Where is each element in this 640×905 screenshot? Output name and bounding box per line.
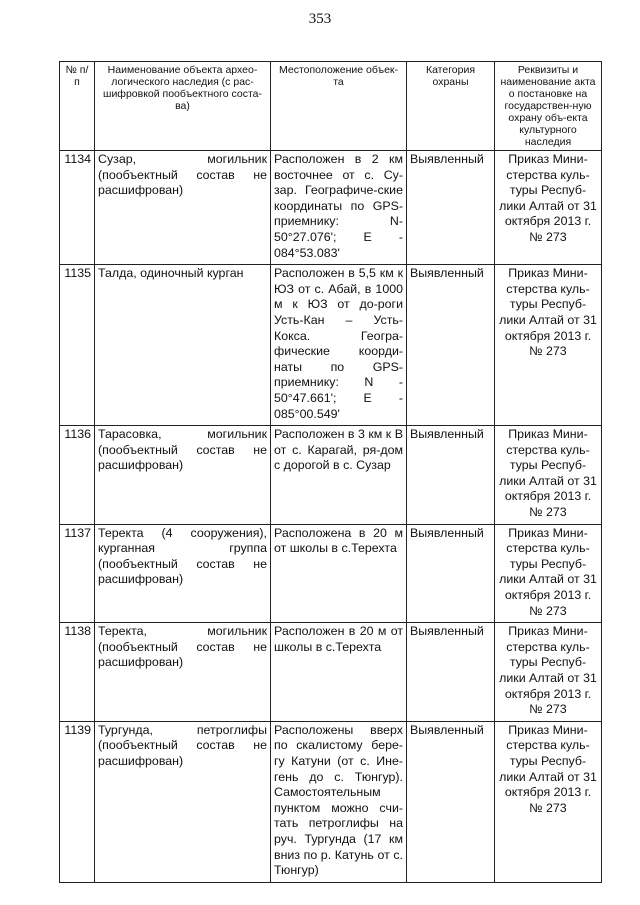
object-location: Расположен в 5,5 км к ЮЗ от с. Абай, в 1000 м к ЮЗ от до-роги Усть-Кан – Усть-Кокса. Геогра-фические коорди-наты по GPS-приемнику: N - 50°47.661'; E - 085°00.549' xyxy=(271,265,407,426)
table-row xyxy=(60,623,602,722)
object-location: Расположен в 3 км к В от с. Карагай, ря-дом с дорогой в с. Сузар xyxy=(271,426,407,525)
object-location: Расположены вверх по скалистому бере-гу Катуни (от с. Ине-гень до с. Тюнгур). Самостоятельным пунктом можно счи-тать петроглифы на руч. Тургунда (17 км вниз по р. Катунь от с. Тюнгур) xyxy=(271,721,407,882)
row-number: 1139 xyxy=(60,721,95,882)
table-row xyxy=(60,265,602,426)
row-number: 1138 xyxy=(60,623,95,722)
row-number: 1136 xyxy=(60,426,95,525)
act-requisites: Приказ Мини-стерства куль-туры Респуб-лики Алтай от 31 октября 2013 г. № 273 xyxy=(495,623,602,722)
protection-category: Выявленный xyxy=(407,623,495,722)
protection-category: Выявленный xyxy=(407,151,495,265)
table-row xyxy=(60,524,602,623)
protection-category: Выявленный xyxy=(407,524,495,623)
table-row xyxy=(60,426,602,525)
object-name: Теректа (4 сооружения), курганная группа (пообъектный состав не расшифрован) xyxy=(95,524,271,623)
header-act-requisites: Реквизиты и наименование акта о постановке на государствен-ную охрану объ-екта культурного наследия xyxy=(495,62,602,151)
object-name: Тургунда, петроглифы (пообъектный состав не расшифрован) xyxy=(95,721,271,882)
object-location: Расположен в 2 км восточнее от с. Су-зар. Географиче-ские координаты по GPS-приемнику: N-50°27.076'; E - 084°53.083' xyxy=(271,151,407,265)
object-location: Расположен в 20 м от школы в с.Терехта xyxy=(271,623,407,722)
act-requisites: Приказ Мини-стерства куль-туры Респуб-лики Алтай от 31 октября 2013 г. № 273 xyxy=(495,524,602,623)
table-row xyxy=(60,721,602,882)
act-requisites: Приказ Мини-стерства куль-туры Респуб-лики Алтай от 31 октября 2013 г. № 273 xyxy=(495,426,602,525)
protection-category: Выявленный xyxy=(407,426,495,525)
object-name: Сузар, могильник (пообъектный состав не расшифрован) xyxy=(95,151,271,265)
heritage-registry-table xyxy=(59,61,602,883)
page-number: 353 xyxy=(308,11,332,27)
protection-category: Выявленный xyxy=(407,265,495,426)
protection-category: Выявленный xyxy=(407,721,495,882)
object-name: Теректа, могильник (пообъектный состав не расшифрован) xyxy=(95,623,271,722)
object-location: Расположена в 20 м от школы в с.Терехта xyxy=(271,524,407,623)
act-requisites: Приказ Мини-стерства куль-туры Респуб-лики Алтай от 31 октября 2013 г. № 273 xyxy=(495,721,602,882)
header-location: Местоположение объек-та xyxy=(271,62,407,151)
row-number: 1134 xyxy=(60,151,95,265)
act-requisites: Приказ Мини-стерства куль-туры Респуб-лики Алтай от 31 октября 2013 г. № 273 xyxy=(495,265,602,426)
object-name: Тарасовка, могильник (пообъектный состав не расшифрован) xyxy=(95,426,271,525)
header-protection-category: Категория охраны xyxy=(407,62,495,151)
header-number: № п/п xyxy=(60,62,95,151)
act-requisites: Приказ Мини-стерства куль-туры Респуб-лики Алтай от 31 октября 2013 г. № 273 xyxy=(495,151,602,265)
table-row xyxy=(60,151,602,265)
object-name: Талда, одиночный курган xyxy=(95,265,271,426)
table-header-row xyxy=(60,62,602,151)
header-object-name: Наименование объекта архео-логического наследия (с рас-шифровкой пообъектного соста-ва) xyxy=(95,62,271,151)
row-number: 1135 xyxy=(60,265,95,426)
row-number: 1137 xyxy=(60,524,95,623)
